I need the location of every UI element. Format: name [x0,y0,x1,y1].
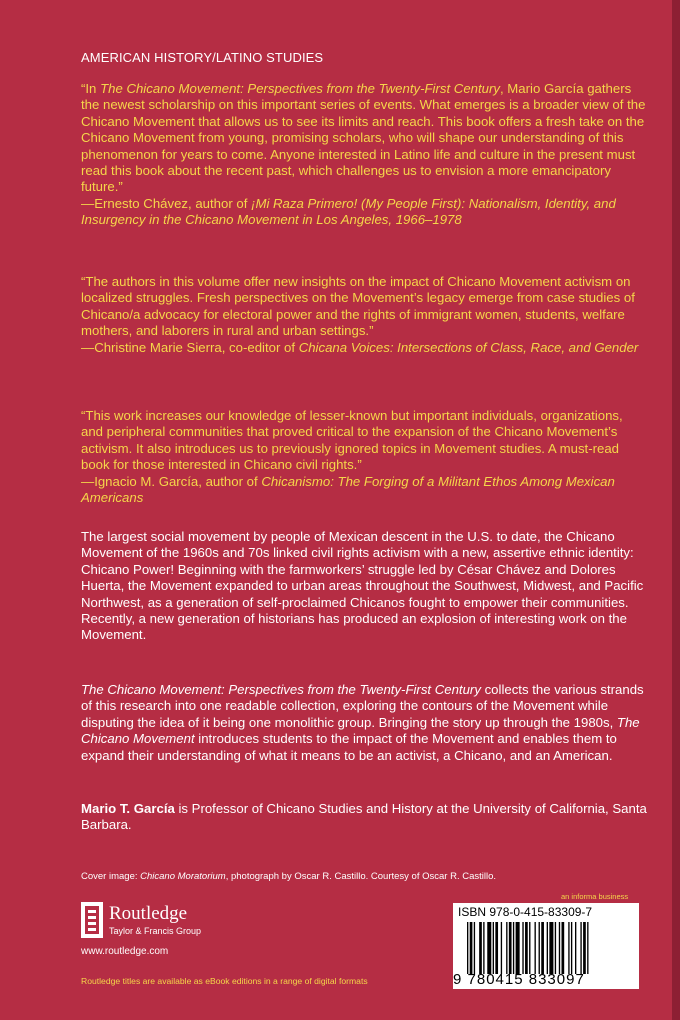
review-quote-3 [81,408,647,506]
description-paragraph-2: The Chicano Movement: Perspectives from the Twenty-First Century collects the various strands of this research into one readable collection, exploring the contours of the Movement while disputing the idea of it being one monolithic group. Bringing the story up through the 1980s, The Chicano Movement introduces students to the impact of the Movement and enables them to expand their understanding of what it means to be an activist, a Chicano, and an American. [81,682,644,763]
description-paragraph-1: The largest social movement by people of Mexican descent in the U.S. to date, the Chicano Movement of the 1960s and 70s linked civil rights activism with a new, assertive ethnic identity: Chicano Power! Beginning with the farmworkers’ struggle led by César Chávez and Dolores Huerta, the Movement expanded to urban areas throughout the Southwest, Midwest, and Pacific Northwest, as a generation of self-proclaimed Chicanos fought to empower their communities. Recently, a new generation of historians has produced an explosion of interesting work on the Movement. [81,529,644,643]
category-label: AMERICAN HISTORY/LATINO STUDIES [81,50,324,65]
ebook-note: Routledge titles are available as eBook editions in a range of digital formats [81,976,368,986]
quote-text: “This work increases our knowledge of lesser-known but important individuals, organizations, and peripheral communities that proved critical to the expansion of the Chicano Movement’s activism. It also introduces us to previously ignored topics in Movement studies. A must-read book for those interested in Chicano civil rights.” [81,408,623,473]
barcode-number: 9 780415 833097 [453,971,585,988]
quote-text: “The authors in this volume offer new insights on the impact of Chicano Movement activism on localized struggles. Fresh perspectives on the Movement’s legacy emerge from case studies of Chicano/a advocacy for electoral power and the rights of immigrant women, students, welfare mothers, and laborers in rural and urban settings.” [81,274,635,339]
review-quote-2 [81,274,647,356]
review-quote-1 [81,81,647,229]
quote-attribution: —Ignacio M. García, author of Chicanismo: The Forging of a Militant Ethos Among Mexican Americans [81,473,615,506]
barcode-panel [453,903,639,989]
author-bio: Mario T. García is Professor of Chicano Studies and History at the University of California, Santa Barbara. [81,801,647,833]
spine-edge [672,0,680,1020]
routledge-logo-icon [81,902,103,938]
cover-credit: Cover image: Chicano Moratorium, photograph by Oscar R. Castillo. Courtesy of Oscar R. Castillo. [81,871,497,882]
publisher-name: Routledge [109,903,188,924]
quote-attribution: —Christine Marie Sierra, co-editor of Chicana Voices: Intersections of Class, Race, and Gender [81,339,639,355]
publisher-group: Taylor & Francis Group [109,926,202,936]
barcode-image [467,922,627,974]
routledge-logo [81,900,221,942]
quote-text: “In The Chicano Movement: Perspectives from the Twenty-First Century, Mario García gathers the newest scholarship on this important series of events. What emerges is a broader view of the Chicano Movement that allows us to see its limits and reach. This book offers a fresh take on the Chicano Movement from young, promising scholars, who will shape our understanding of this phenomenon for years to come. Anyone interested in Latino life and culture in the present must read this book about the recent past, which challenges us to envision a more emancipatory future.” [81,81,646,195]
quote-attribution: —Ernesto Chávez, author of ¡Mi Raza Primero! (My People First): Nationalism, Identity, and Insurgency in the Chicano Movement in Los Angeles, 1966–1978 [81,195,616,228]
isbn-text: ISBN 978-0-415-83309-7 [458,905,593,919]
publisher-url: www.routledge.com [81,946,169,957]
informa-tagline: an informa business [561,892,629,901]
